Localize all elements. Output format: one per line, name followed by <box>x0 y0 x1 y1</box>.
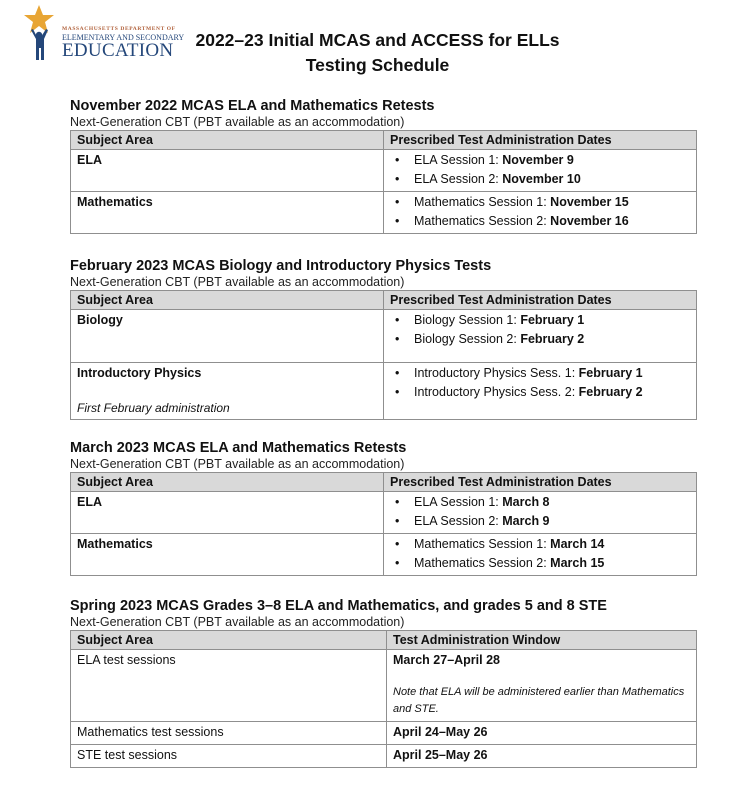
schedule-table <box>70 130 697 234</box>
column-header: Prescribed Test Administration Dates <box>384 291 697 310</box>
schedule-table <box>70 290 697 420</box>
subject-cell: ELA <box>71 492 384 534</box>
session-item: • Biology Session 2: February 2 <box>390 330 690 349</box>
section-march-retests <box>70 439 697 576</box>
section-november-retests <box>70 97 697 234</box>
column-header: Prescribed Test Administration Dates <box>384 473 697 492</box>
table-row <box>71 150 697 192</box>
subject-note: First February administration <box>77 401 230 415</box>
logo-line-1: MASSACHUSETTS DEPARTMENT OF <box>62 26 176 32</box>
table-header-row <box>71 473 697 492</box>
subject-cell: STE test sessions <box>71 745 387 768</box>
session-item: • ELA Session 1: November 9 <box>390 151 690 170</box>
subject-cell <box>71 363 384 420</box>
table-row <box>71 363 697 420</box>
table-row <box>71 722 697 745</box>
star-figure-icon <box>24 4 64 62</box>
table-header-row <box>71 131 697 150</box>
session-item: • ELA Session 1: March 8 <box>390 493 690 512</box>
section-title: March 2023 MCAS ELA and Mathematics Retests <box>70 440 407 456</box>
section-subtitle: Next-Generation CBT (PBT available as an accommodation) <box>70 457 405 471</box>
table-header-row <box>71 631 697 650</box>
column-header: Prescribed Test Administration Dates <box>384 131 697 150</box>
session-item: • Mathematics Session 1: March 14 <box>390 535 690 554</box>
session-item: • Introductory Physics Sess. 1: February 1 <box>390 364 690 383</box>
table-row <box>71 492 697 534</box>
schedule-table <box>70 630 697 768</box>
title-line-2: Testing Schedule <box>305 55 450 75</box>
logo-line-2: ELEMENTARY AND SECONDARY <box>62 33 185 42</box>
subject-cell: ELA test sessions <box>71 650 387 722</box>
window-note: Note that ELA will be administered earlier than Mathematics and STE. <box>393 686 685 715</box>
logo-line-3: EDUCATION <box>62 40 174 61</box>
subject-cell: Mathematics <box>71 534 384 576</box>
window-cell: April 24–May 26 <box>387 722 697 745</box>
title-line-1: 2022–23 Initial MCAS and ACCESS for ELLs <box>195 30 560 50</box>
section-february-tests <box>70 257 697 420</box>
column-header: Subject Area <box>71 473 384 492</box>
table-row <box>71 310 697 363</box>
window-cell <box>387 650 697 722</box>
section-title: November 2022 MCAS ELA and Mathematics Retests <box>70 98 435 114</box>
table-row <box>71 192 697 234</box>
dates-cell <box>384 192 697 234</box>
subject-cell: Mathematics <box>71 192 384 234</box>
section-subtitle: Next-Generation CBT (PBT available as an accommodation) <box>70 115 405 129</box>
session-item: • Introductory Physics Sess. 2: February 2 <box>390 383 690 402</box>
section-spring-grades-3-8 <box>70 597 697 768</box>
subject-cell: Biology <box>71 310 384 363</box>
dates-cell <box>384 150 697 192</box>
table-header-row <box>71 291 697 310</box>
session-item: • ELA Session 2: March 9 <box>390 512 690 531</box>
schedule-table <box>70 472 697 576</box>
section-title: February 2023 MCAS Biology and Introductory Physics Tests <box>70 258 492 274</box>
column-header: Subject Area <box>71 131 384 150</box>
column-header: Test Administration Window <box>387 631 697 650</box>
session-item: • ELA Session 2: November 10 <box>390 170 690 189</box>
subject-cell: Mathematics test sessions <box>71 722 387 745</box>
page-title <box>140 28 615 78</box>
section-subtitle: Next-Generation CBT (PBT available as an accommodation) <box>70 615 405 629</box>
column-header: Subject Area <box>71 291 384 310</box>
dates-cell <box>384 492 697 534</box>
session-item: • Biology Session 1: February 1 <box>390 311 690 330</box>
session-item: • Mathematics Session 2: March 15 <box>390 554 690 573</box>
table-row <box>71 650 697 722</box>
section-subtitle: Next-Generation CBT (PBT available as an accommodation) <box>70 275 405 289</box>
dates-cell <box>384 310 697 363</box>
dates-cell <box>384 363 697 420</box>
session-item: • Mathematics Session 1: November 15 <box>390 193 690 212</box>
window-dates: March 27–April 28 <box>393 653 500 667</box>
dates-cell <box>384 534 697 576</box>
column-header: Subject Area <box>71 631 387 650</box>
table-row <box>71 745 697 768</box>
subject-label: Introductory Physics <box>77 366 202 380</box>
session-item: • Mathematics Session 2: November 16 <box>390 212 690 231</box>
table-row <box>71 534 697 576</box>
section-title: Spring 2023 MCAS Grades 3–8 ELA and Mathematics, and grades 5 and 8 STE <box>70 598 607 614</box>
subject-cell: ELA <box>71 150 384 192</box>
window-cell: April 25–May 26 <box>387 745 697 768</box>
